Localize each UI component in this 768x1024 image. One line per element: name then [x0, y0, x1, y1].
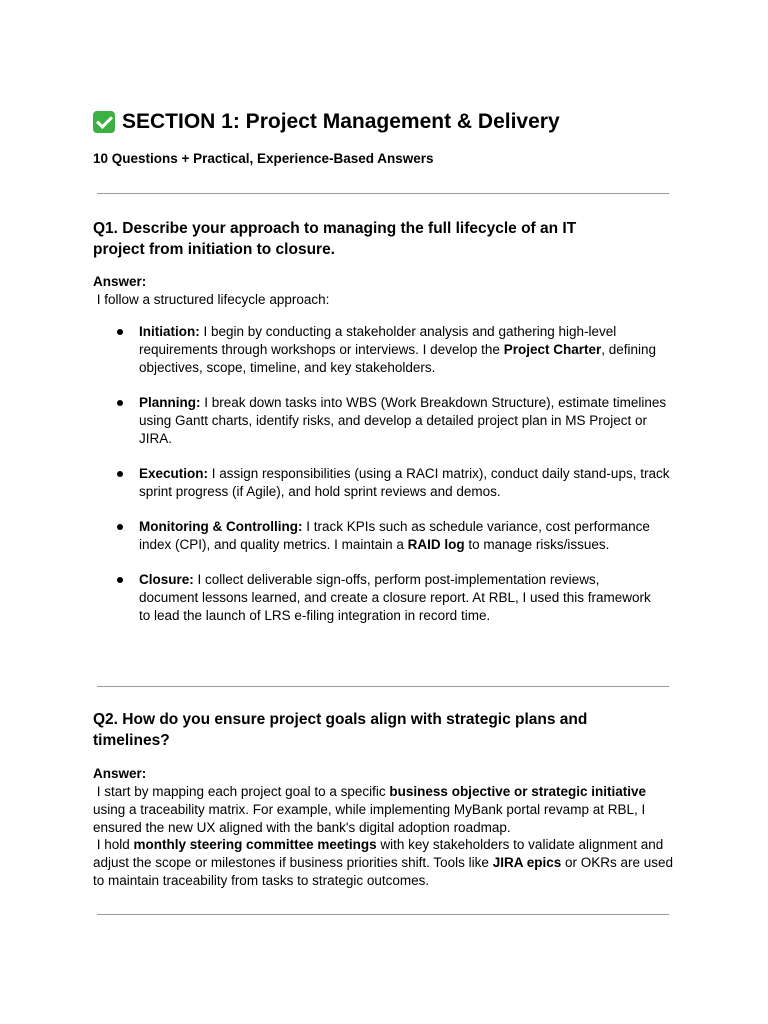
bullet-dot-icon	[117, 471, 123, 477]
bullet-text: I track KPIs such as schedule variance, cost performance index (CPI), and quality metrics. I maintain a	[139, 519, 650, 552]
paragraph-bold-text: business objective or strategic initiative	[389, 784, 647, 799]
bullet-label: Closure:	[139, 572, 194, 587]
bullet-dot-icon	[117, 329, 123, 335]
bullet-text: I collect deliverable sign-offs, perform post-implementation reviews, document lessons learned, and create a closure report. At RBL, I used this framework to lead the launch of LRS e-filing integration in record time.	[139, 572, 651, 623]
paragraph-text: I start by mapping each project goal to a specific	[93, 784, 390, 799]
bullet-bold-text: RAID log	[407, 537, 465, 552]
question-2-paragraph-2	[93, 836, 678, 890]
paragraph-text: or OKRs are used to maintain traceability from tasks to strategic outcomes.	[93, 855, 674, 888]
section-title	[93, 108, 560, 136]
divider	[97, 914, 669, 915]
question-1-heading	[93, 218, 683, 260]
paragraph-bold-text: monthly steering committee meetings	[133, 837, 377, 852]
paragraph-text: using a traceability matrix. For example, while implementing MyBank portal revamp at RBL, I ensured the new UX aligned with the bank's digital adoption roadmap.	[93, 802, 646, 835]
bullet-planning	[115, 394, 671, 448]
question-2-paragraph-1	[93, 783, 678, 837]
bullet-monitoring-controlling	[115, 518, 654, 554]
bullet-dot-icon	[117, 577, 123, 583]
bullet-execution	[115, 465, 671, 501]
paragraph-text: I hold	[93, 837, 134, 852]
bullet-closure	[115, 571, 651, 625]
section-title-text: SECTION 1: Project Management & Delivery	[122, 110, 560, 133]
question-1-heading-line-1: Q1. Describe your approach to managing the full lifecycle of an IT	[93, 220, 577, 237]
check-mark-icon	[93, 111, 115, 133]
question-1-heading-line-2: project from initiation to closure.	[93, 241, 335, 258]
question-1-intro: I follow a structured lifecycle approach:	[93, 292, 330, 307]
bullet-label: Planning:	[139, 395, 201, 410]
bullet-dot-icon	[117, 400, 123, 406]
divider	[97, 686, 669, 687]
paragraph-bold-text: JIRA epics	[492, 855, 562, 870]
bullet-text: , defining objectives, scope, timeline, and key stakeholders.	[139, 342, 657, 375]
paragraph-text: with key stakeholders to validate alignment and adjust the scope or milestones if business priorities shift. Tools like	[93, 837, 664, 870]
bullet-label: Execution:	[139, 466, 209, 481]
question-2-heading-line-2: timelines?	[93, 732, 170, 749]
bullet-text: I break down tasks into WBS (Work Breakdown Structure), estimate timelines using Gantt charts, identify risks, and develop a detailed project plan in MS Project or JIRA.	[139, 395, 667, 446]
question-2-heading	[93, 709, 683, 751]
bullet-label: Initiation:	[139, 324, 200, 339]
bullet-text: I assign responsibilities (using a RACI matrix), conduct daily stand-ups, track sprint progress (if Agile), and hold sprint reviews and demos.	[139, 466, 670, 499]
bullet-initiation	[115, 323, 671, 377]
bullet-dot-icon	[117, 524, 123, 530]
bullet-text: to manage risks/issues.	[464, 537, 610, 552]
question-2-answer-label: Answer:	[93, 766, 147, 781]
bullet-label: Monitoring & Controlling:	[139, 519, 303, 534]
bullet-text: I begin by conducting a stakeholder analysis and gathering high-level requirements through workshops or interviews. I develop the	[139, 324, 617, 357]
question-2-heading-line-1: Q2. How do you ensure project goals align with strategic plans and	[93, 711, 588, 728]
section-subtitle: 10 Questions + Practical, Experience-Based Answers	[93, 151, 434, 166]
bullet-bold-text: Project Charter	[503, 342, 602, 357]
question-1-bullet-list	[115, 323, 675, 625]
divider	[97, 193, 669, 194]
question-1-answer-label: Answer:	[93, 274, 147, 289]
